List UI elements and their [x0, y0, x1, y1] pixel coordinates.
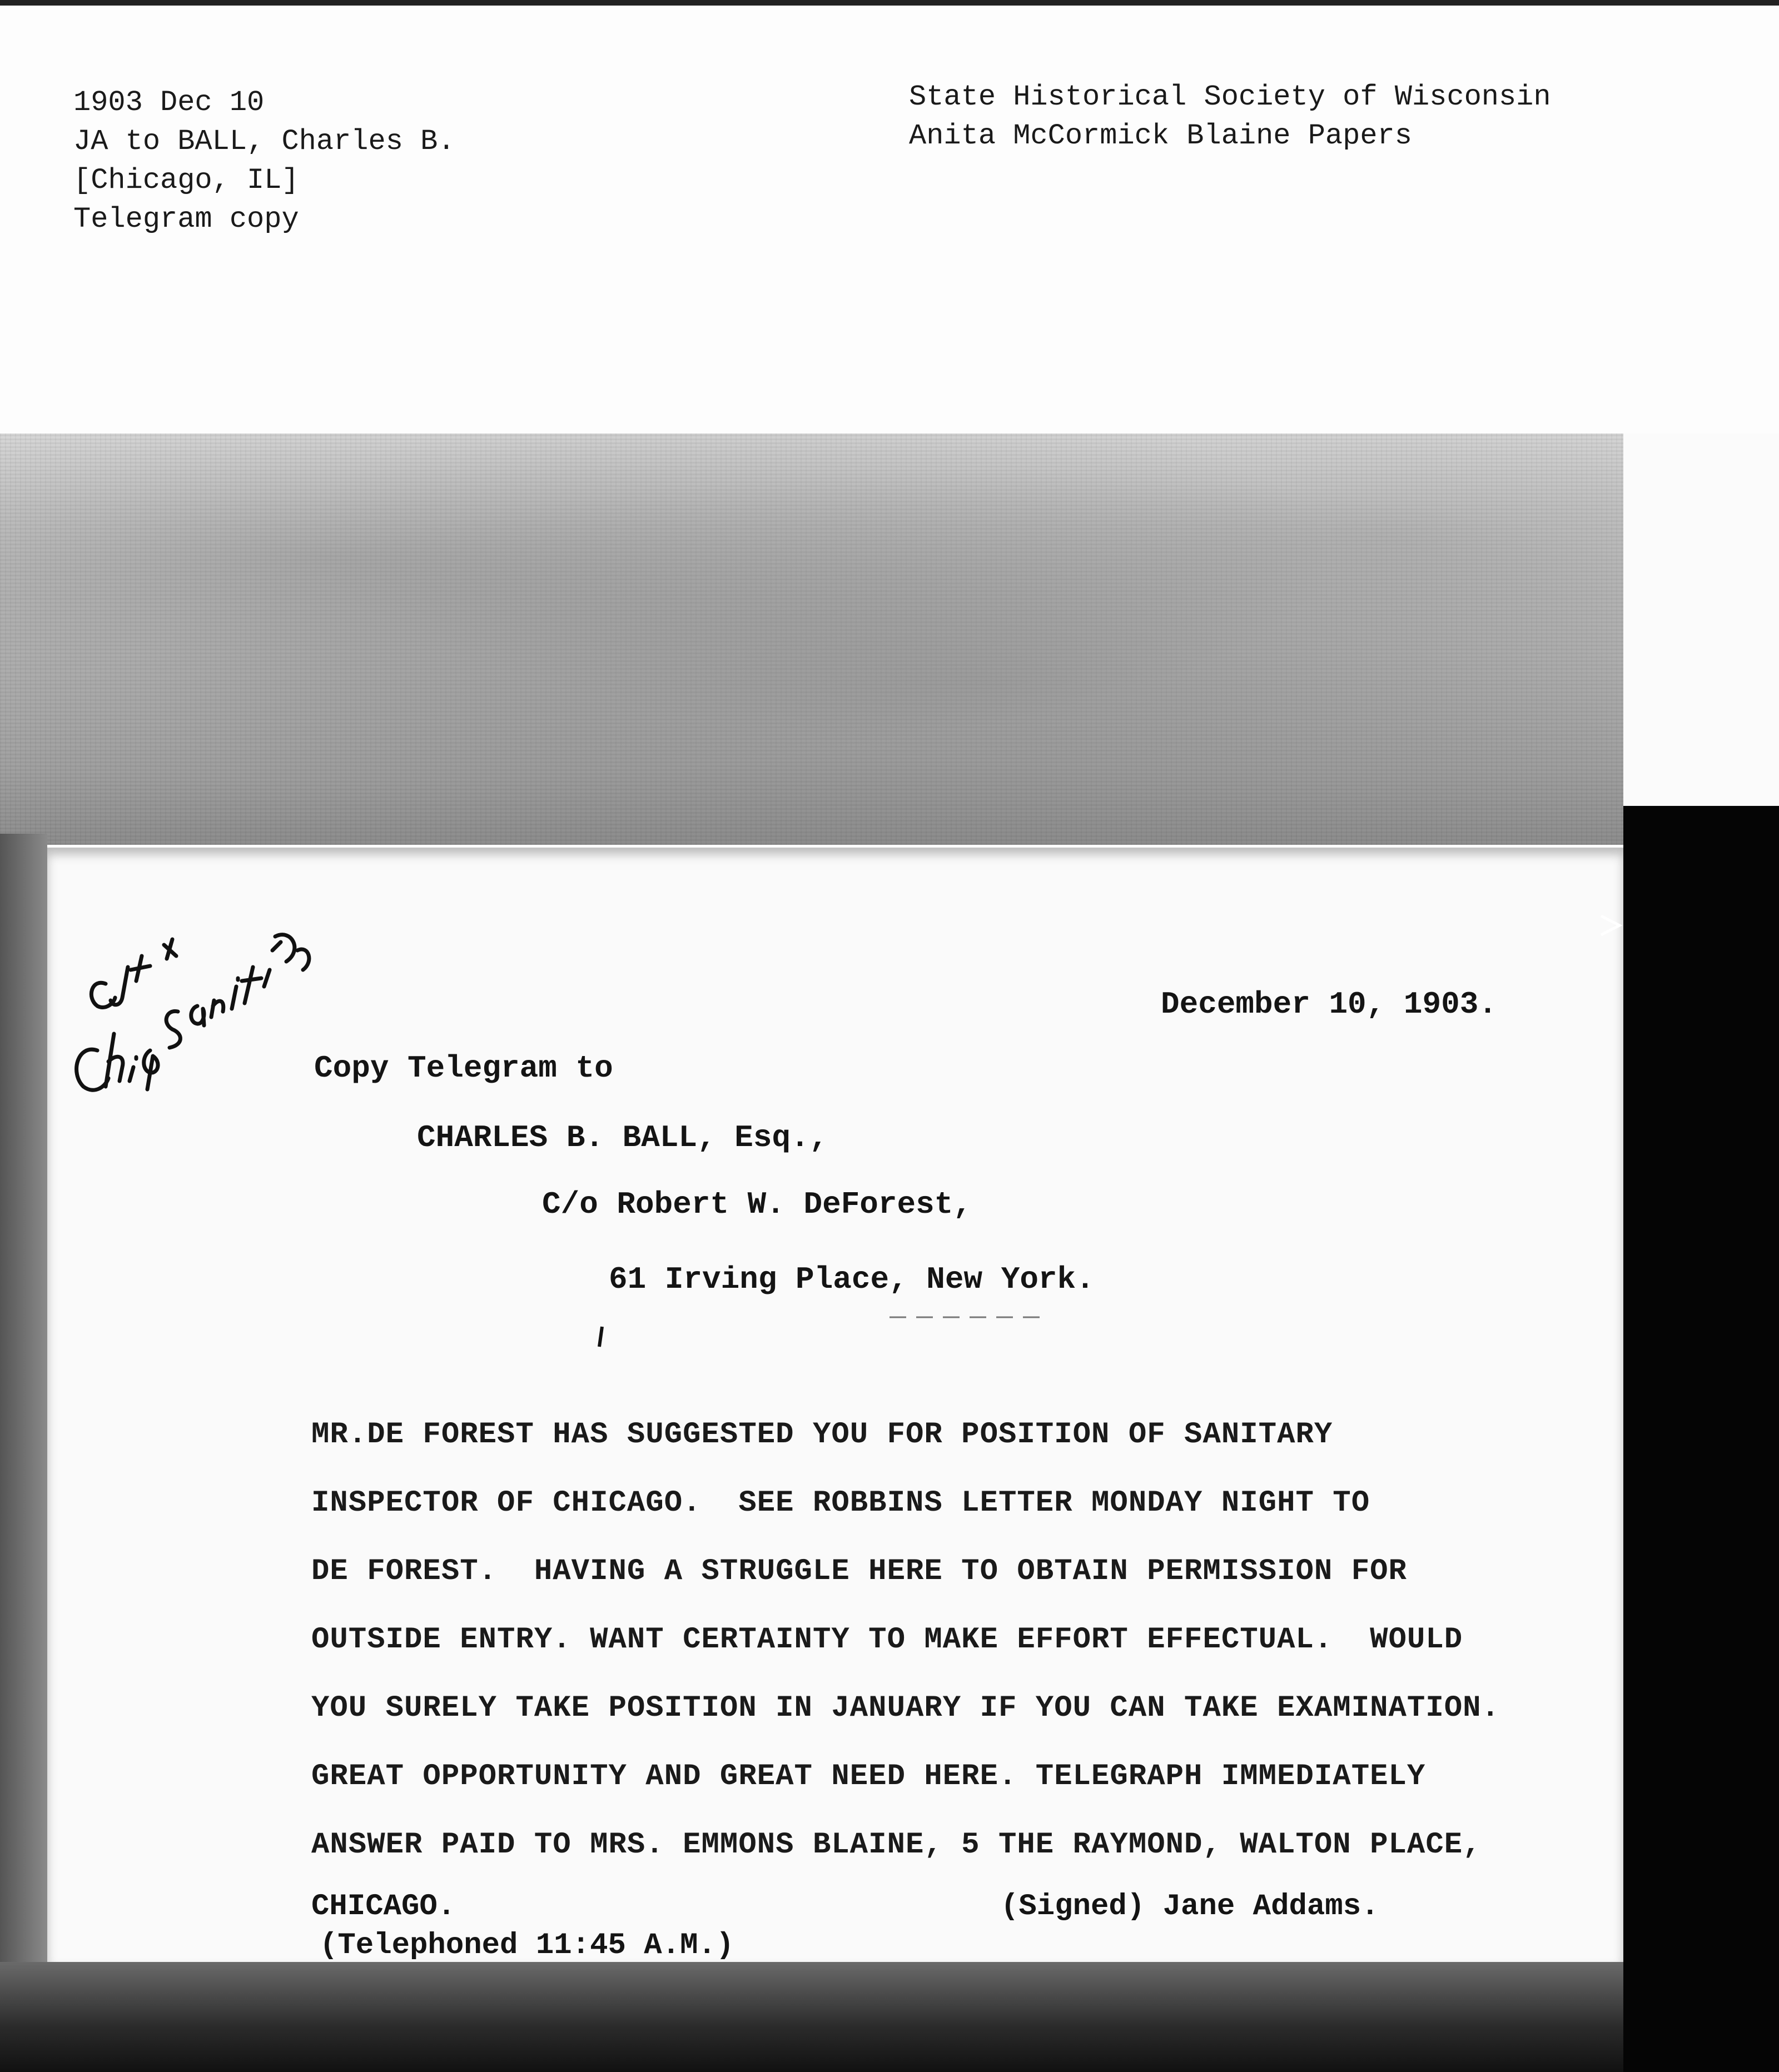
scan-top-edge — [0, 0, 1779, 6]
header-date: 1903 Dec 10 — [73, 86, 265, 119]
ink-tick — [598, 1326, 604, 1348]
header-repository: State Historical Society of Wisconsin — [909, 81, 1551, 113]
handwritten-annotation — [53, 867, 314, 1156]
body-line: ANSWER PAID TO MRS. EMMONS BLAINE, 5 THE RAYMOND, WALTON PLACE, — [311, 1828, 1482, 1862]
header-place: [Chicago, IL] — [73, 164, 299, 197]
scan-bottom-strip — [0, 1962, 1623, 2072]
body-line: YOU SURELY TAKE POSITION IN JANUARY IF YOU CAN TAKE EXAMINATION. — [311, 1691, 1500, 1725]
recipient-name: CHARLES B. BALL, Esq., — [417, 1120, 828, 1155]
body-line: DE FOREST. HAVING A STRUGGLE HERE TO OBTAIN PERMISSION FOR — [311, 1555, 1407, 1588]
body-line: GREAT OPPORTUNITY AND GREAT NEED HERE. TELEGRAPH IMMEDIATELY — [311, 1760, 1426, 1794]
closing-city: CHICAGO. — [311, 1890, 456, 1924]
body-line: INSPECTOR OF CHICAGO. SEE ROBBINS LETTER MONDAY NIGHT TO — [311, 1486, 1370, 1520]
recipient-address: 61 Irving Place, New York. — [609, 1262, 1095, 1297]
signature: (Signed) Jane Addams. — [1001, 1890, 1379, 1924]
header-correspondents: JA to BALL, Charles B. — [73, 125, 455, 158]
margin-mark — [1598, 912, 1623, 939]
header-doc-type: Telegram copy — [73, 203, 299, 236]
scan-grey-band — [0, 434, 1623, 845]
faint-dash — [890, 1314, 1045, 1320]
telegram-body — [311, 1401, 1612, 1879]
scan-left-edge — [0, 834, 47, 1962]
scan-band-right — [1623, 434, 1779, 811]
archive-header-right — [909, 78, 1551, 156]
body-line: OUTSIDE ENTRY. WANT CERTAINTY TO MAKE EFFORT EFFECTUAL. WOULD — [311, 1623, 1463, 1657]
telephoned-note: (Telephoned 11:45 A.M.) — [320, 1929, 734, 1963]
recipient-care-of: C/o Robert W. DeForest, — [542, 1187, 972, 1222]
body-line: MR.DE FOREST HAS SUGGESTED YOU FOR POSITION OF SANITARY — [311, 1418, 1333, 1452]
telegram-date: December 10, 1903. — [1161, 987, 1497, 1022]
header-collection: Anita McCormick Blaine Papers — [909, 119, 1412, 152]
archive-header-left — [73, 83, 455, 239]
telegram-heading: Copy Telegram to — [314, 1050, 613, 1086]
scan-black-margin — [1623, 806, 1779, 2072]
